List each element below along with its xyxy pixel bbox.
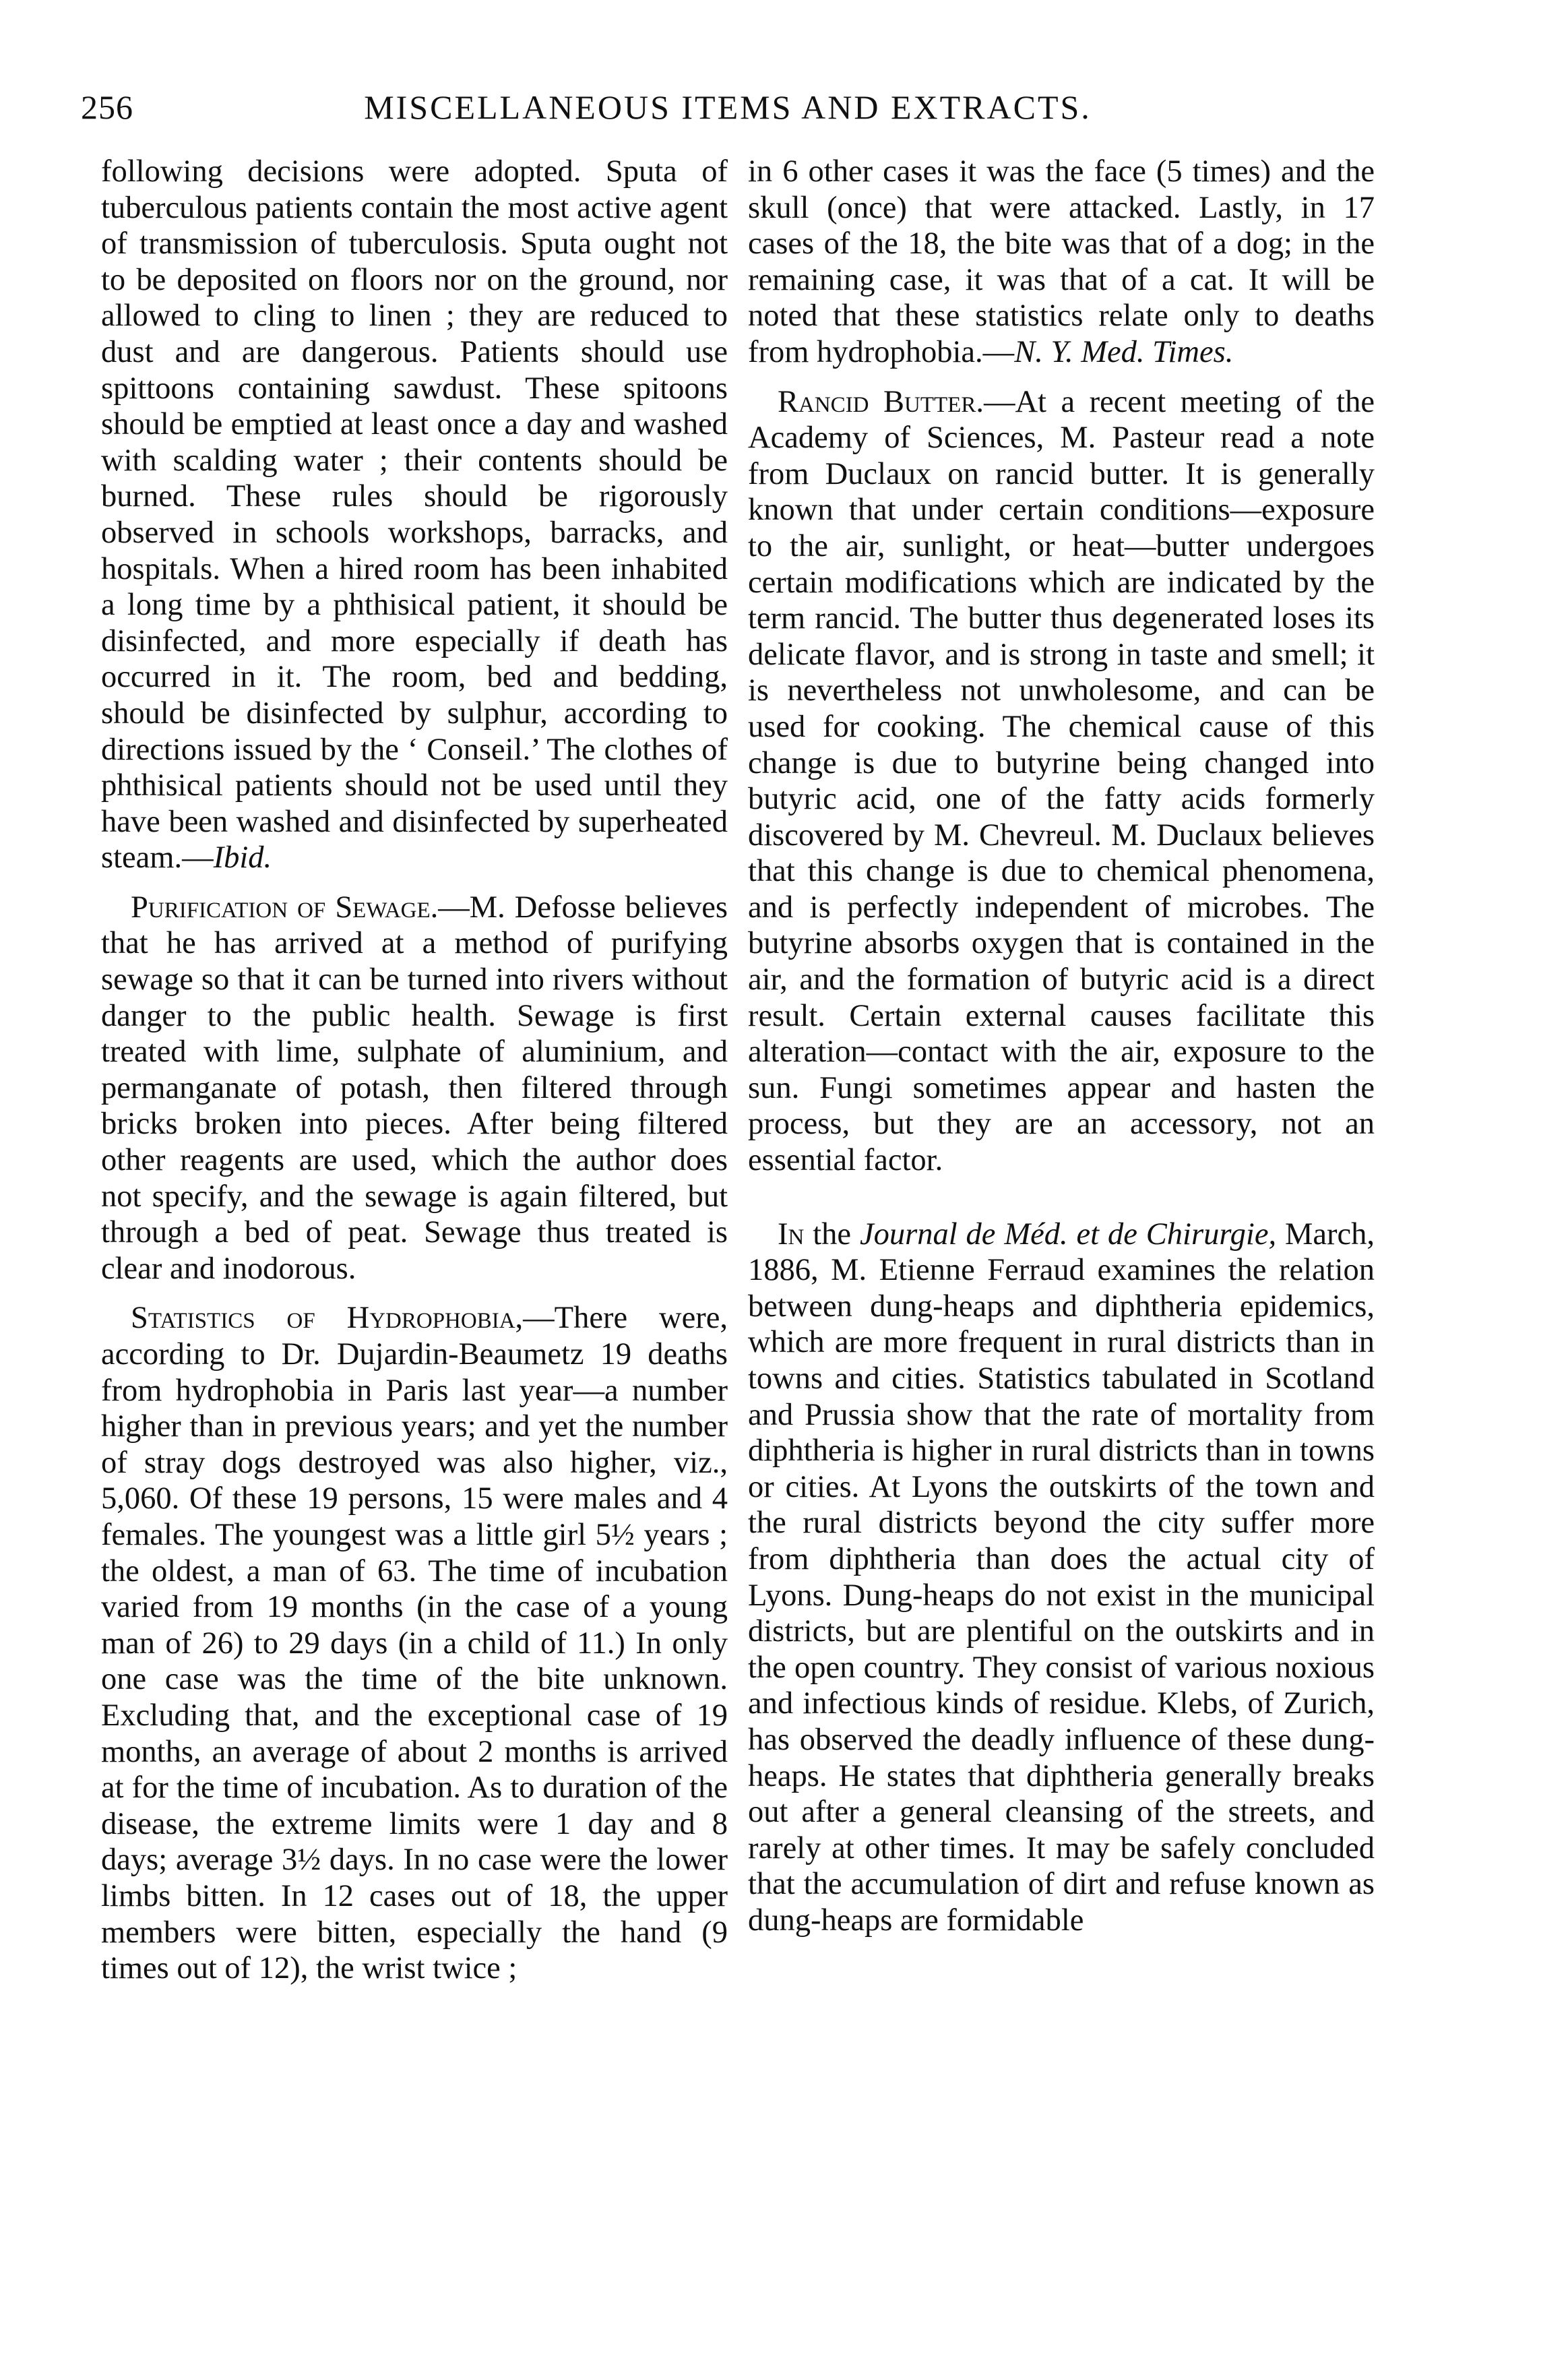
rancid-butter-text: —At a recent meeting of the Academy of Sciences, M. Pasteur read a note from Duclaux on rancid butter. It is generally known that under certain conditions—exposure to the air, sunlight, or heat—butter undergoes certain modifications which are indicated by the term rancid. The butter thus degenerated loses its delicate flavor, and is strong in taste and smell; it is nevertheless not unwholesome, and can be used for cooking. The chemical cause of this change is due to butyrine being changed into butyric acid, one of the fatty acids formerly discovered by M. Chevreul. M. Duclaux believes that this change is due to chemical phenomena, and is perfectly independent of microbes. The butyrine absorbs oxygen that is contained in the air, and the formation of butyric acid is a direct result. Certain external causes facilitate this alteration—contact with the air, exposure to the sun. Fungi sometimes appear and hasten the process, but they are an accessory, not an essential factor. (748, 384, 1375, 1178)
running-title: MISCELLANEOUS ITEMS AND EXTRACTS. (364, 88, 1092, 126)
tuberculosis-text: following decisions were adopted. Sputa of tuberculous patients contain the most active agent of transmission of tuberculosis. Sputa ought not to be deposited on floors nor on the ground, nor allowed to cling to linen ; they are reduced to dust and are dangerous. Patients should use spittoons containing sawdust. These spitoons should be emptied at least once a day and washed with scalding water ; their contents should be burned. These rules should be rigorously observed in schools workshops, barracks, and hospitals. When a hired room has been inhabited a long time by a phthisical patient, it should be disinfected, and more especially if death has occurred in it. The room, bed and bedding, should be disinfected by sulphur, according to directions issued by the ‘ Conseil.’ The clothes of phthisical patients should not be used until they have been washed and disinfected by superheated steam.— (101, 154, 728, 875)
tuberculosis-paragraph (101, 154, 728, 876)
page-number: 256 (81, 88, 133, 126)
diphtheria-article-word: the (813, 1216, 860, 1252)
hydrophobia-paragraph (101, 1300, 728, 1986)
left-column (101, 154, 728, 2000)
hydrophobia-heading: Statistics of Hydrophobia, (131, 1301, 524, 1336)
right-column (748, 154, 1375, 1952)
running-head (81, 88, 1375, 142)
diphtheria-lead: In (778, 1216, 805, 1252)
hydrophobia-citation: N. Y. Med. Times. (1014, 334, 1234, 369)
sewage-text: —M. Defosse believes that he has arrived at a method of purifying sewage so that it can be turned into rivers without danger to the public health. Sewage is first treated with lime, sulphate of aluminium, and permanganate of potash, then filtered through bricks broken into pieces. After being filtered other reagents are used, which the author does not specify, and the sewage is again filtered, but through a bed of peat. Sewage thus treated is clear and inodorous. (101, 890, 728, 1286)
diphtheria-paragraph (748, 1216, 1375, 1939)
hydrophobia-text: —There were, according to Dr. Dujardin-Beaumetz 19 deaths from hydrophobia in Paris last year—a number higher than in previous years; and yet the number of stray dogs destroyed was also higher, viz., 5,060. Of these 19 persons, 15 were males and 4 females. The youngest was a little girl 5½ years ; the oldest, a man of 63. The time of incubation varied from 19 months (in the case of a young man of 26) to 29 days (in a child of 11.) In only one case was the time of the bite unknown. Excluding that, and the exceptional case of 19 months, an average of about 2 months is arrived at for the time of incubation. As to duration of the disease, the extreme limits were 1 day and 8 days; average 3½ days. In no case were the lower limbs bitten. In 12 cases out of 18, the upper members were bitten, especially the hand (9 times out of 12), the wrist twice ; (101, 1301, 728, 1986)
sewage-heading: Purification of Sewage. (131, 890, 439, 925)
rancid-butter-paragraph (748, 384, 1375, 1179)
sewage-paragraph (101, 890, 728, 1287)
diphtheria-journal: Journal de Méd. et de Chirurgie, (859, 1216, 1277, 1252)
hydrophobia-continued-paragraph (748, 154, 1375, 371)
tuberculosis-citation: Ibid. (213, 840, 272, 875)
diphtheria-text: March, 1886, M. Etienne Ferraud examines the relation between dung-heaps and diphtheria epidemics, which are more frequent in rural districts than in towns and cities. Statistics tabulated in Scotland and Prussia show that the rate of mortality from diphtheria is higher in rural districts than in towns or cities. At Lyons the outskirts of the town and the rural districts beyond the city suffer more from diphtheria than does the actual city of Lyons. Dung-heaps do not exist in the municipal districts, but are plentiful on the outskirts and in the open country. They consist of various noxious and infectious kinds of residue. Klebs, of Zurich, has observed the deadly influence of these dung-heaps. He states that diphtheria generally breaks out after a general cleansing of the streets, and rarely at other times. It may be safely concluded that the accumulation of dirt and refuse known as dung-heaps are formidable (748, 1216, 1375, 1938)
hydrophobia-continued-text: in 6 other cases it was the face (5 times) and the skull (once) that were attacked. Lastly, in 17 cases of the 18, the bite was that of a dog; in the remaining case, it was that of a cat. It will be noted that these statistics relate only to deaths from hydrophobia.— (748, 154, 1375, 369)
rancid-butter-heading: Rancid Butter. (778, 384, 984, 419)
